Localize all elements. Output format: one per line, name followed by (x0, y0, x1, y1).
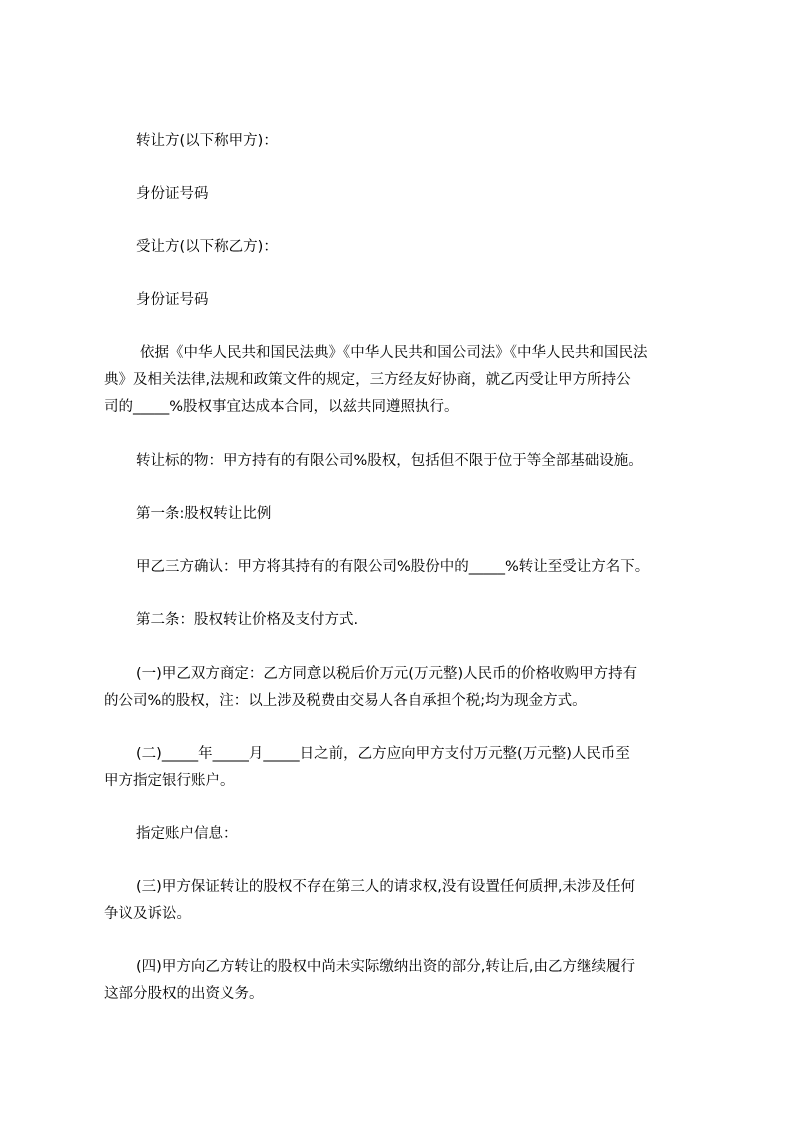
article-1-heading: 第一条:股权转让比例 (136, 506, 272, 522)
clause-2-1: (一)甲乙双方商定：乙方同意以税后价万元(万元整)人民币的价格收购甲方持有 的公司%的股权，注：以上涉及税费由交易人各自承担个税;均为现金方式。 (104, 666, 638, 709)
clause-2-2: (二)_____年_____月_____日之前，乙方应向甲方支付万元整(万元整)人民币至 甲方指定银行账户。 (104, 746, 630, 789)
transferor-id-label: 身份证号码 (136, 186, 209, 202)
article-2-heading: 第二条：股权转让价格及支付方式. (136, 612, 359, 628)
article-1-body: 甲乙三方确认：甲方将其持有的有限公司%股份中的_____%转让至受让方名下。 (136, 559, 650, 575)
transferor-label: 转让方(以下称甲方)： (136, 133, 278, 149)
subject-matter-paragraph: 转让标的物：甲方持有的有限公司%股权，包括但不限于位于等全部基础设施。 (136, 453, 643, 469)
legal-basis-paragraph: 依据《中华人民共和国民法典》《中华人民共和国公司法》《中华人民共和国民法 典》及相关法律,法规和政策文件的规定，三方经友好协商，就乙丙受让甲方所持公 司的_____%股权事宜达成本合同，以兹共同遵照执行。 (104, 345, 648, 415)
transferee-label: 受让方(以下称乙方)： (136, 239, 278, 255)
account-info-label: 指定账户信息： (136, 826, 238, 842)
clause-2-3: (三)甲方保证转让的股权不存在第三人的请求权,没有设置任何质押,未涉及任何 争议及诉讼。 (104, 879, 636, 922)
clause-2-4: (四)甲方向乙方转让的股权中尚未实际缴纳出资的部分,转让后,由乙方继续履行 这部分股权的出资义务。 (104, 959, 636, 1002)
transferee-id-label: 身份证号码 (136, 292, 209, 308)
